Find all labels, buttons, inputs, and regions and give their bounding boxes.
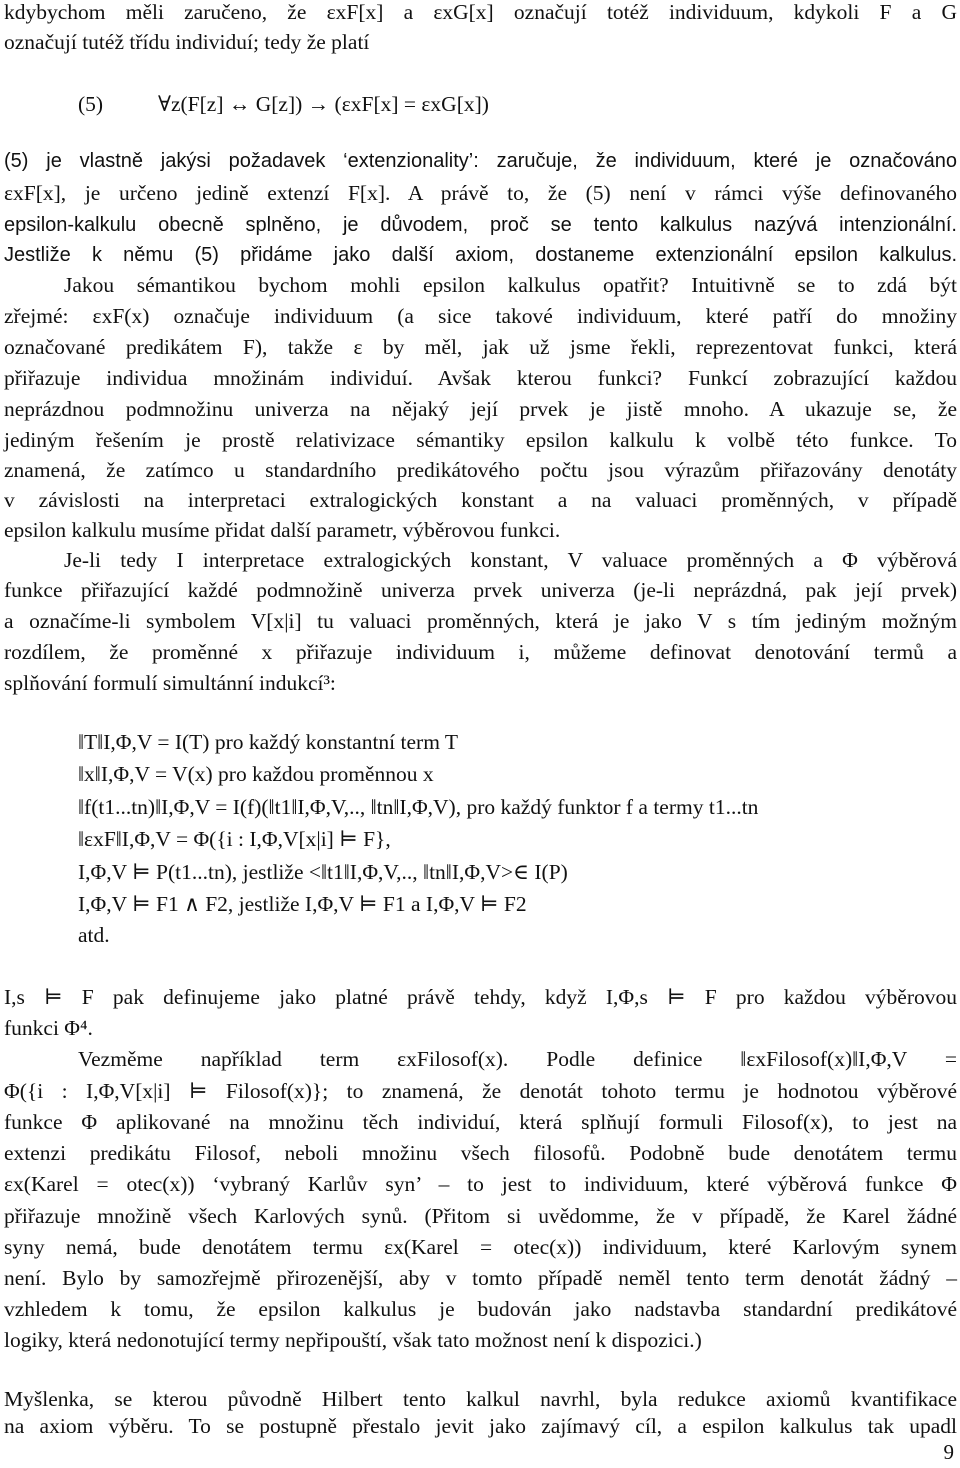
text-line: a označíme-li symbolem V[x|i] tu valuaci proměnných, která je jako V s tím jediným možným (4, 609, 957, 633)
definition-line: I,Φ,V ⊨ F1 ∧ F2, jestliže I,Φ,V ⊨ F1 a I,Φ,V ⊨ F2 (78, 892, 527, 916)
text-line: Vezměme například term εxFilosof(x). Podle definice ‖εxFilosof(x)‖I,Φ,V = (78, 1047, 957, 1071)
text-line: εx(Karel = otec(x)) ‘vybraný Karlův syn’ – to jest to individuum, které výběrová funkce Φ (4, 1172, 957, 1196)
text-line: znamená, že zatímco u standardního predikátového počtu jsou výrazům přiřazovány denotáty (4, 458, 957, 482)
equation-formula: ∀z(F[z] ↔ G[z]) → (εxF[x] = εxG[x]) (158, 92, 489, 116)
text-line: funkci Φ⁴. (4, 1016, 93, 1040)
text-line: Jakou sémantikou bychom mohli epsilon kalkulus opatřit? Intuitivně se to zdá být (64, 273, 957, 297)
text-line: označují tutéž třídu individuí; tedy že platí (4, 30, 370, 54)
definition-line: ‖f(t1...tn)‖I,Φ,V = I(f)(‖t1‖I,Φ,V,.., ‖tn‖I,Φ,V), pro každý funktor f a termy t1...tn (78, 795, 759, 819)
text-line: označované predikátem F), takže ε by měl, jak už jsme řekli, reprezentovat funkci, která (4, 335, 957, 359)
text-line: Myšlenka, se kterou původně Hilbert tento kalkul navrhl, byla redukce axiomů kvantifikace (4, 1387, 957, 1411)
text-line: (5) je vlastně jakýsi požadavek ‘extenzionality’: zaručuje, že individuum, které je označováno (4, 150, 957, 172)
equation-number: (5) (78, 92, 104, 116)
definition-line: I,Φ,V ⊨ P(t1...tn), jestliže <‖t1‖I,Φ,V,.., ‖tn‖I,Φ,V>∈ I(P) (78, 860, 568, 884)
text-line: vzhledem k tomu, že epsilon kalkulus je budován jako nadstavba standardní predikátové (4, 1297, 957, 1321)
text-line: neprázdnou podmnožinu univerza na nějaký její prvek je jistě mnoho. A ukazuje se, že (4, 397, 957, 421)
text-line: epsilon-kalkulu obecně splněno, je důvodem, proč se tento kalkulus nazývá intenzionální. (4, 214, 957, 236)
text-line: I,s ⊨ F pak definujeme jako platné právě tehdy, když I,Φ,s ⊨ F pro každou výběrovou (4, 985, 957, 1009)
text-line: epsilon kalkulu musíme přidat další parametr, výběrovou funkci. (4, 518, 561, 542)
text-line: Je-li tedy I interpretace extralogických konstant, V valuace proměnných a Φ výběrová (64, 548, 957, 572)
text-line: přiřazuje množině všech Karlových synů. (Přitom si uvědomme, že v případě, že Karel žádné (4, 1204, 957, 1228)
text-line: εxF[x], je určeno jedině extenzí F[x]. A právě to, že (5) není v rámci výše definovaného (4, 181, 957, 205)
definition-line: ‖x‖I,Φ,V = V(x) pro každou proměnnou x (78, 762, 434, 786)
text-line: logiky, která nedonotující termy nepřipouští, však tato možnost není k dispozici.) (4, 1328, 702, 1352)
text-line: v závislosti na interpretaci extralogických konstant a na valuaci proměnných, v případě (4, 488, 957, 512)
text-line: Φ({i : I,Φ,V[x|i] ⊨ Filosof(x)}; to znamená, že denotát tohoto termu je hodnotou výběrové (4, 1079, 957, 1103)
text-line: syny nemá, bude denotátem termu εx(Karel = otec(x)) individuum, které Karlovým synem (4, 1235, 957, 1259)
page-number: 9 (943, 1440, 954, 1464)
definition-line: ‖T‖I,Φ,V = I(T) pro každý konstantní term T (78, 730, 459, 754)
text-line: rozdílem, že proměnné x přiřazuje individuum i, můžeme definovat denotování termů a (4, 640, 957, 664)
text-line: splňování formulí simultánní indukcí³: (4, 671, 336, 695)
text-line: jediným řešením je prostě relativizace sémantiky epsilon kalkulu k volbě této funkce. To (4, 428, 957, 452)
text-line: není. Bylo by samozřejmě přirozenější, aby v tomto případě neměl tento term denotát žádný – (4, 1266, 957, 1290)
definition-line: atd. (78, 923, 110, 947)
text-line: funkce přiřazující každé podmnožině univerza prvek univerza (je-li neprázdná, pak její prvek) (4, 578, 957, 602)
text-line: extenzi predikátu Filosof, neboli množinu všech filosofů. Podobně bude denotátem termu (4, 1141, 957, 1165)
text-line: zřejmé: εxF(x) označuje individuum (a sice takové individuum, které patří do množiny (4, 304, 957, 328)
text-line: na axiom výběru. To se postupně přestalo jevit jako zajímavý cíl, a espilon kalkulus tak upadl (4, 1414, 957, 1438)
text-line: Jestliže k němu (5) přidáme jako další axiom, dostaneme extenzionální epsilon kalkulus. (4, 244, 957, 266)
text-line: funkce Φ aplikované na množinu těch individuí, která splňují formuli Filosof(x), to jest na (4, 1110, 957, 1134)
text-line: kdybychom měli zaručeno, že εxF[x] a εxG[x] označují totéž individuum, kdykoli F a G (4, 0, 957, 24)
text-line: přiřazuje individua množinám individuí. Avšak kterou funkci? Funkcí zobrazující každou (4, 366, 957, 390)
definition-line: ‖εxF‖I,Φ,V = Φ({i : I,Φ,V[x|i] ⊨ F}, (78, 827, 391, 851)
